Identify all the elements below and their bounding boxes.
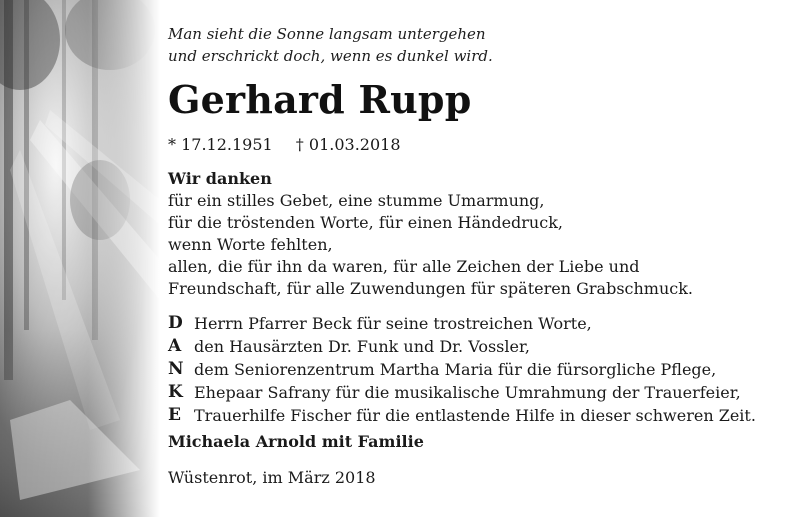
danke-letter: N: [168, 359, 184, 379]
signature: Michaela Arnold mit Familie: [168, 432, 424, 451]
danke-text: den Hausärzten Dr. Funk und Dr. Vossler,: [194, 337, 530, 356]
danke-row: [168, 404, 756, 427]
danke-acrostic: [168, 312, 756, 427]
place-date: Wüstenrot, im März 2018: [168, 468, 376, 487]
thanks-heading: Wir danken: [168, 169, 272, 188]
danke-row: [168, 358, 756, 381]
thanks-line: wenn Worte fehlten,: [168, 235, 333, 254]
danke-row: [168, 312, 756, 335]
deceased-name: Gerhard Rupp: [168, 77, 472, 122]
forest-sunlight-photo: [0, 0, 160, 517]
memorial-quote: [168, 23, 493, 67]
quote-line: und erschrickt doch, wenn es dunkel wird.: [168, 47, 493, 65]
death-date: † 01.03.2018: [295, 135, 401, 154]
danke-text: Ehepaar Safrany für die musikalische Umrahmung der Trauerfeier,: [194, 383, 741, 402]
danke-row: [168, 381, 756, 404]
birth-date: * 17.12.1951: [168, 135, 273, 154]
danke-row: [168, 335, 756, 358]
thanks-line: Freundschaft, für alle Zuwendungen für späteren Grabschmuck.: [168, 279, 694, 298]
life-dates: [168, 133, 401, 157]
danke-letter: E: [168, 405, 181, 425]
thanks-line: für die tröstenden Worte, für einen Händedruck,: [168, 213, 563, 232]
thanks-section: [168, 168, 693, 300]
danke-letter: K: [168, 382, 183, 402]
thanks-line: für ein stilles Gebet, eine stumme Umarmung,: [168, 191, 545, 210]
quote-line: Man sieht die Sonne langsam untergehen: [168, 25, 486, 43]
danke-text: dem Seniorenzentrum Martha Maria für die fürsorgliche Pflege,: [194, 360, 717, 379]
danke-text: Herrn Pfarrer Beck für seine trostreichen Worte,: [194, 314, 592, 333]
danke-letter: A: [168, 336, 182, 356]
danke-text: Trauerhilfe Fischer für die entlastende Hilfe in dieser schweren Zeit.: [194, 406, 756, 425]
danke-letter: D: [168, 313, 183, 333]
thanks-line: allen, die für ihn da waren, für alle Zeichen der Liebe und: [168, 257, 640, 276]
